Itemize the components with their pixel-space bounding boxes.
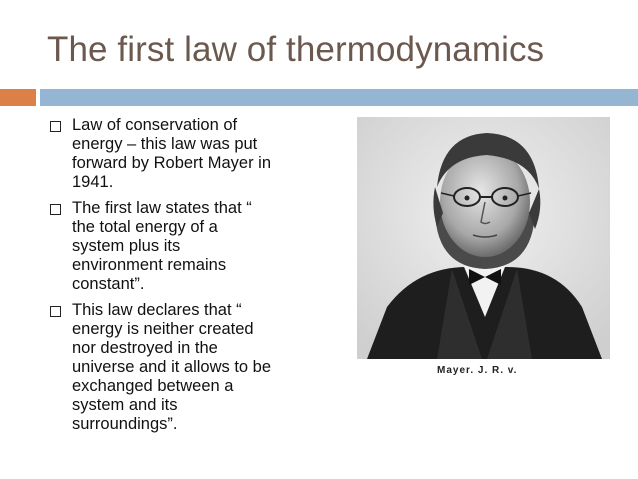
bullet-text: The first law states that “ the total energy of a system plus its environment remains constant”.: [72, 199, 252, 293]
portrait-image: [357, 117, 610, 359]
bullet-item: [50, 199, 320, 294]
portrait-illustration: [357, 117, 610, 359]
accent-bar-orange: [0, 89, 36, 106]
square-bullet-icon: [50, 204, 61, 215]
accent-bar-blue: [40, 89, 638, 106]
slide-title: The first law of thermodynamics: [47, 30, 545, 69]
bullet-item: [50, 116, 320, 192]
bullet-text: Law of conservation of energy – this law was put forward by Robert Mayer in 1941.: [72, 116, 271, 191]
portrait-caption: Mayer. J. R. v.: [437, 365, 518, 376]
square-bullet-icon: [50, 121, 61, 132]
bullet-text: This law declares that “ energy is neither created nor destroyed in the universe and it allows to be exchanged between a system and its surroundings”.: [72, 301, 272, 433]
bullet-list: [50, 116, 320, 441]
square-bullet-icon: [50, 306, 61, 317]
bullet-item: [50, 301, 320, 434]
